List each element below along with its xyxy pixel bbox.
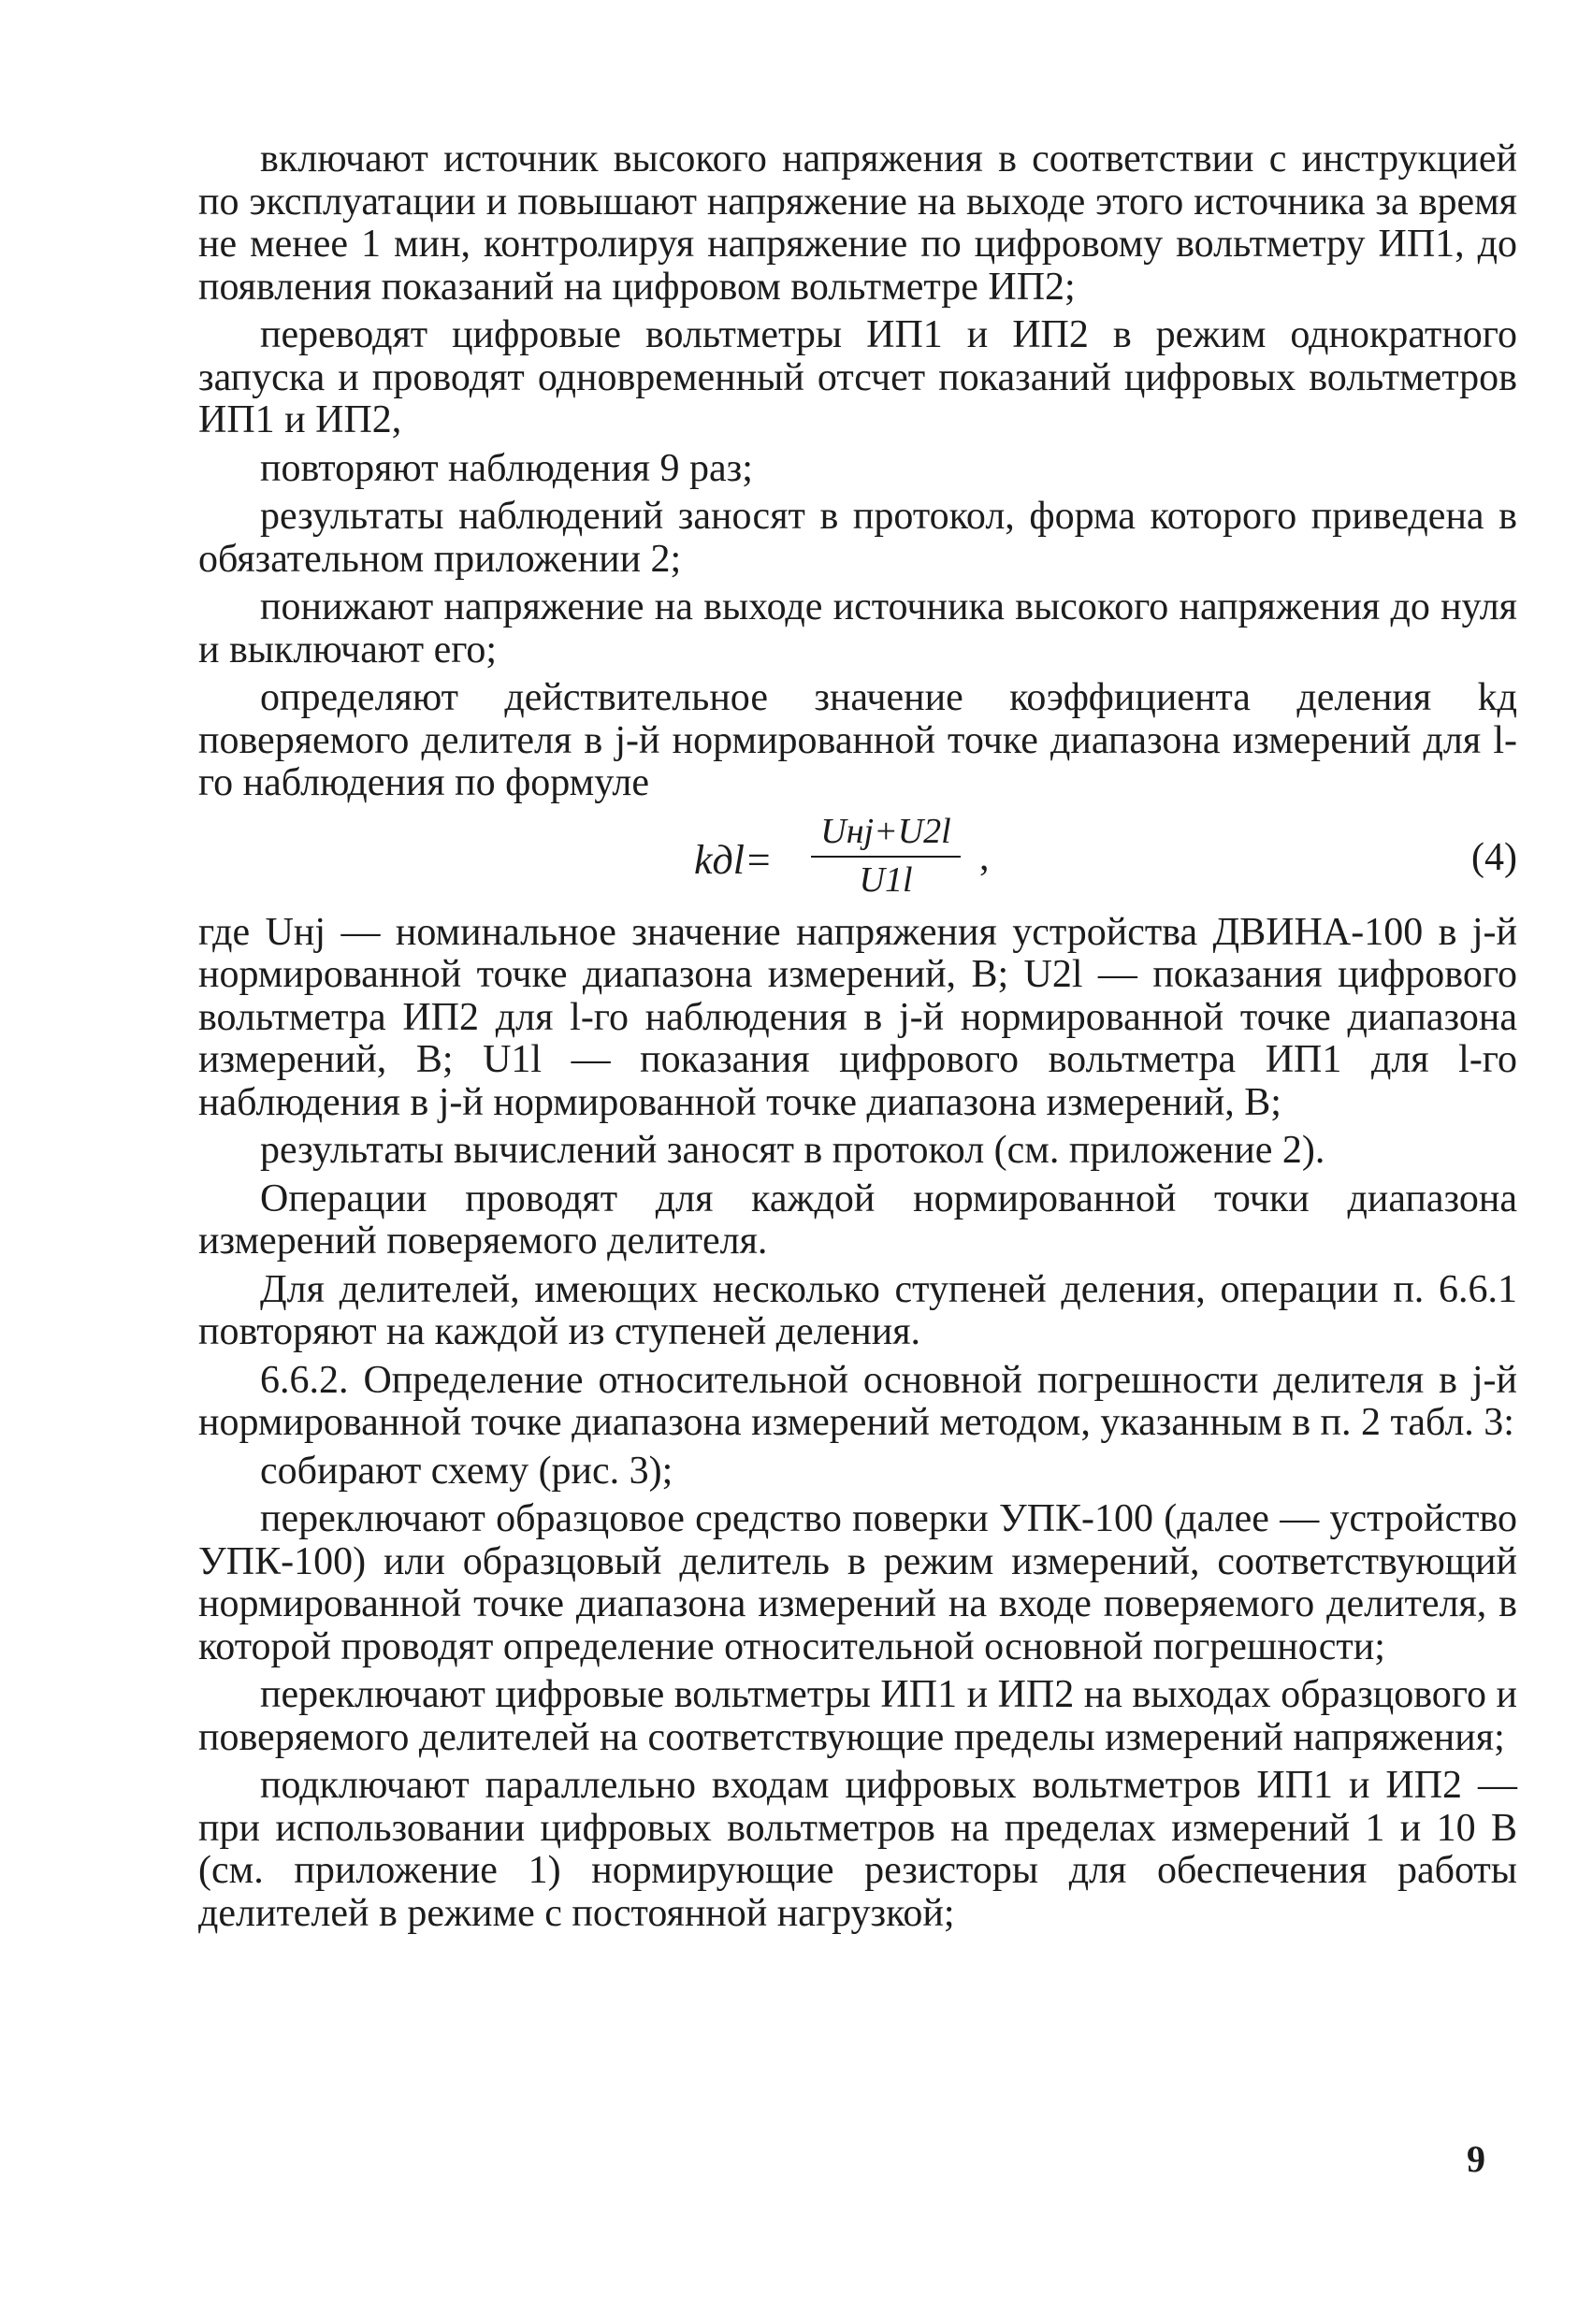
paragraph: Операции проводят для каждой нормированной точки диапазона измерений поверяемого делителя. bbox=[198, 1176, 1517, 1263]
paragraph: переключают образцовое средство поверки УПК-100 (далее — устройство УПК-100) или образцовый делитель в режим измерений, соответствующий нормированной точке диапазона измерений на входе поверяемого делителя, в которой проводят определение относительной основной погрешности; bbox=[198, 1497, 1517, 1668]
paragraph: переводят цифровые вольтметры ИП1 и ИП2 в режим однократного запуска и проводят одновременный отсчет показаний цифровых вольтметров ИП1 и ИП2, bbox=[198, 313, 1517, 441]
formula-denominator: U1l bbox=[859, 859, 913, 900]
formula-lhs: kдl= bbox=[694, 836, 773, 883]
paragraph: результаты вычислений заносят в протокол (см. приложение 2). bbox=[260, 1129, 1325, 1172]
fraction-bar bbox=[811, 856, 961, 858]
formula-fraction bbox=[811, 811, 961, 901]
where-clause: где Uнj — номинальное значение напряжения устройства ДВИНА-100 в j-й нормированной точке диапазона измерений, В; U2l — показания цифрового вольтметра ИП2 для l-го наблюдения в j-й нормированной точке диапазона измерений, В; U1l — показания цифрового вольтметра ИП1 для l-го наблюдения в j-й нормированной точке диапазона измерений, В; bbox=[198, 910, 1517, 1124]
paragraph: повторяют наблюдения 9 раз; bbox=[260, 446, 753, 490]
formula-numerator: Uнj+U2l bbox=[820, 811, 951, 851]
paragraph: собирают схему (рис. 3); bbox=[260, 1449, 673, 1493]
formula-comma: , bbox=[979, 835, 990, 879]
page-body bbox=[198, 138, 1517, 1941]
page-number: 9 bbox=[1467, 2138, 1485, 2180]
formula-4 bbox=[198, 811, 1517, 908]
paragraph: Для делителей, имеющих несколько ступеней деления, операции п. 6.6.1 повторяют на каждой из ступеней деления. bbox=[198, 1267, 1517, 1353]
paragraph: понижают напряжение на выходе источника высокого напряжения до нуля и выключают его; bbox=[198, 585, 1517, 671]
paragraph: результаты наблюдений заносят в протокол, форма которого приведена в обязательном приложении 2; bbox=[198, 495, 1517, 581]
paragraph: включают источник высокого напряжения в соответствии с инструкцией по эксплуатации и повышают напряжение на выходе этого источника за время не менее 1 мин, контролируя напряжение по цифровому вольтметру ИП1, до появления показаний на цифровом вольтметре ИП2; bbox=[198, 137, 1517, 309]
paragraph: определяют действительное значение коэффициента деления kд поверяемого делителя в j-й нормированной точке диапазона измерений для l-го наблюдения по формуле bbox=[198, 676, 1517, 804]
paragraph: переключают цифровые вольтметры ИП1 и ИП2 на выходах образцового и поверяемого делителей на соответствующие пределы измерений напряжения; bbox=[198, 1673, 1517, 1759]
paragraph: подключают параллельно входам цифровых вольтметров ИП1 и ИП2 — при использовании цифровых вольтметров на пределах измерений 1 и 10 В (см. приложение 1) нормирующие резисторы для обеспечения работы делителей в режиме с постоянной нагрузкой; bbox=[198, 1764, 1517, 1935]
formula-number: (4) bbox=[1471, 835, 1517, 879]
section-heading-6-6-2: 6.6.2. Определение относительной основной погрешности делителя в j-й нормированной точке диапазона измерений методом, указанным в п. 2 табл. 3: bbox=[198, 1358, 1517, 1444]
